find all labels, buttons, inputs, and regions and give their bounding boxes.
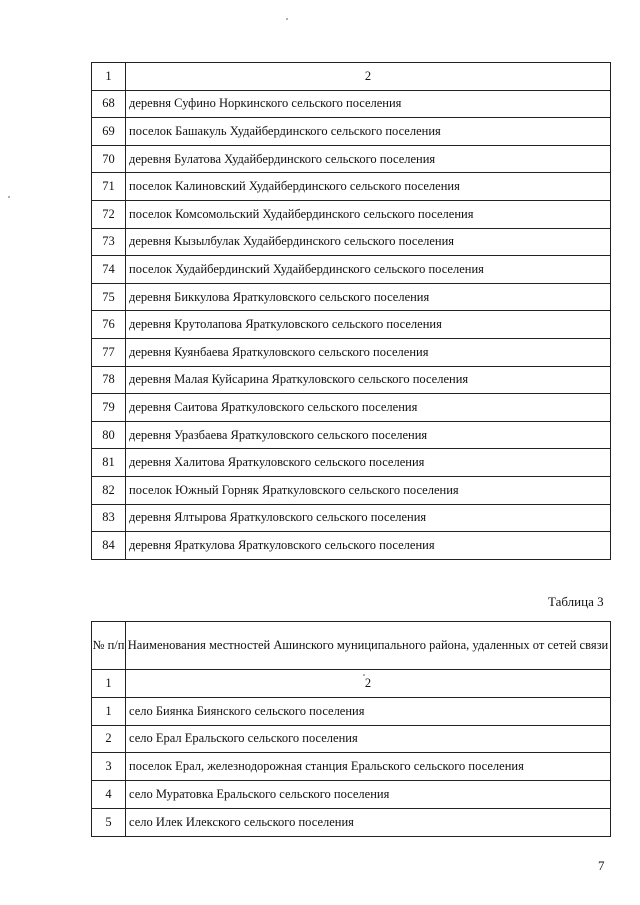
settlements-table-continued [91, 62, 611, 560]
table-row [92, 504, 611, 532]
table-header-row [92, 622, 611, 670]
row-number: 76 [92, 311, 126, 339]
table-row [92, 200, 611, 228]
settlement-name: деревня Ялтырова Яраткуловского сельского поселения [126, 504, 611, 532]
remote-localities-table [91, 621, 611, 837]
row-number: 79 [92, 394, 126, 422]
settlement-name: деревня Булатова Худайбердинского сельского поселения [126, 145, 611, 173]
table-header-row [92, 63, 611, 91]
row-number: 68 [92, 90, 126, 118]
table-row [92, 256, 611, 284]
row-number: 74 [92, 256, 126, 284]
settlement-name: деревня Халитова Яраткуловского сельского поселения [126, 449, 611, 477]
table-row [92, 311, 611, 339]
table-row [92, 421, 611, 449]
row-number: 78 [92, 366, 126, 394]
table-row [92, 476, 611, 504]
settlement-name: поселок Комсомольский Худайбердинского сельского поселения [126, 200, 611, 228]
table-row [92, 173, 611, 201]
settlement-name: деревня Кызылбулак Худайбердинского сельского поселения [126, 228, 611, 256]
scan-speck [8, 196, 10, 198]
settlement-name: деревня Крутолапова Яраткуловского сельского поселения [126, 311, 611, 339]
row-number: 4 [92, 781, 126, 809]
table-row [92, 338, 611, 366]
table-row [92, 725, 611, 753]
table-row [92, 228, 611, 256]
settlement-name: деревня Суфино Норкинского сельского поселения [126, 90, 611, 118]
row-number: 71 [92, 173, 126, 201]
settlement-name: деревня Яраткулова Яраткуловского сельского поселения [126, 532, 611, 560]
locality-name: поселок Ерал, железнодорожная станция Еральского сельского поселения [126, 753, 611, 781]
table-row [92, 781, 611, 809]
table-row [92, 145, 611, 173]
settlement-name: поселок Южный Горняк Яраткуловского сельского поселения [126, 476, 611, 504]
table-row [92, 808, 611, 836]
settlement-name: поселок Калиновский Худайбердинского сельского поселения [126, 173, 611, 201]
row-number: 5 [92, 808, 126, 836]
row-number: 1 [92, 697, 126, 725]
column-index-1: 1 [92, 670, 126, 698]
table-row [92, 90, 611, 118]
row-number: 72 [92, 200, 126, 228]
locality-name: село Биянка Биянского сельского поселения [126, 697, 611, 725]
row-number: 69 [92, 118, 126, 146]
table-row [92, 366, 611, 394]
table-3-caption: Таблица 3 [548, 594, 604, 609]
row-number: 82 [92, 476, 126, 504]
locality-name: село Илек Илекского сельского поселения [126, 808, 611, 836]
table-row [92, 532, 611, 560]
page-number: 7 [598, 858, 605, 873]
locality-name: село Муратовка Еральского сельского поселения [126, 781, 611, 809]
row-number: 2 [92, 725, 126, 753]
table-row [92, 118, 611, 146]
table-row [92, 697, 611, 725]
settlement-name: деревня Малая Куйсарина Яраткуловского сельского поселения [126, 366, 611, 394]
row-number: 73 [92, 228, 126, 256]
settlement-name: поселок Башакуль Худайбердинского сельского поселения [126, 118, 611, 146]
column-index-2: 2 [126, 670, 611, 698]
column-index-1: 1 [92, 63, 126, 91]
table-row [92, 449, 611, 477]
table-row [92, 753, 611, 781]
row-number: 70 [92, 145, 126, 173]
row-number: 3 [92, 753, 126, 781]
settlement-name: деревня Саитова Яраткуловского сельского поселения [126, 394, 611, 422]
column-index-row [92, 670, 611, 698]
row-number: 77 [92, 338, 126, 366]
settlement-name: деревня Уразбаева Яраткуловского сельского поселения [126, 421, 611, 449]
row-number: 81 [92, 449, 126, 477]
settlement-name: деревня Биккулова Яраткуловского сельского поселения [126, 283, 611, 311]
scan-speck [363, 674, 365, 676]
settlement-name: поселок Худайбердинский Худайбердинского сельского поселения [126, 256, 611, 284]
settlement-name: деревня Куянбаева Яраткуловского сельского поселения [126, 338, 611, 366]
table-row [92, 394, 611, 422]
row-number: 80 [92, 421, 126, 449]
row-number: 84 [92, 532, 126, 560]
table-row [92, 283, 611, 311]
row-number: 75 [92, 283, 126, 311]
name-column-header: Наименования местностей Ашинского муниципального района, удаленных от сетей связи [126, 622, 611, 670]
row-number: 83 [92, 504, 126, 532]
number-column-header: № п/п [92, 622, 126, 670]
scan-speck [286, 18, 288, 20]
column-index-2: 2 [126, 63, 611, 91]
locality-name: село Ерал Еральского сельского поселения [126, 725, 611, 753]
